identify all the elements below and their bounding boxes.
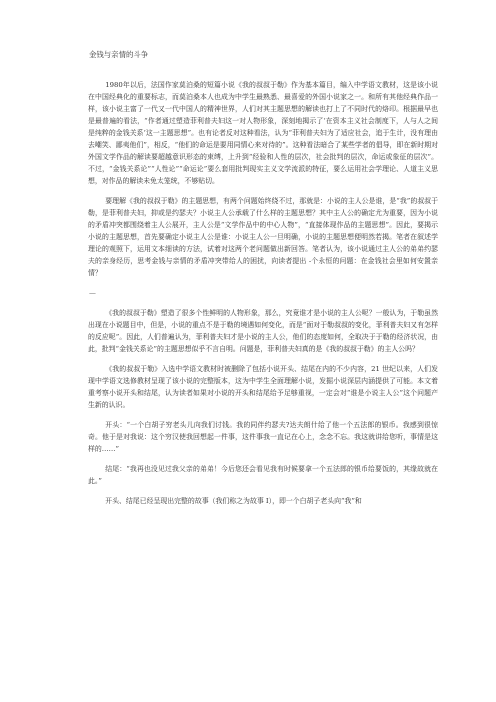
- section-divider: —: [89, 289, 96, 297]
- document-title: 金钱与亲情的斗争: [89, 50, 149, 59]
- paragraph-7: 开头、结尾已经呈现出完整的故事（我们称之为故事 I），即一个白胡子老头向“我”和: [105, 497, 362, 505]
- paragraph-4: 《我的叔叔于勒》入选中学语文教材时被删除了包括小说开头、结尾在内的不少内容，21 世纪以来，人们发现中学语文选修教材呈现了该小说的完整版本，这为中学生全面理解小说，发掘小说深层内涵提供了可能。本文着重考察小说开头和结尾，认为读者如果对小说的开头和结尾给予足够重视，一定会对“谁是小说主人公”这个问题产生新的认识。: [88, 365, 438, 409]
- paragraph-1: 1980年以后，法国作家莫泊桑的短篇小说《我的叔叔于勒》作为基本篇目，编入中学语文教材，这是该小说在中国经典化的重要标志，而莫泊桑本人也成为中学生最熟悉、最喜爱的外国小说家之一。和所有其他经典作品一样，该小说主富了一代又一代中国人的精神世界，人们对其主题思想的解读也打上了不同时代的烙印。根据最早也是最普遍的看法，“作者通过塑造菲利普夫妇这一对人物形象，深刻地揭示了‘在资本主义社会制度下，人与人之间是纯粹的金钱关系’这一主题思想”。也有论者反对这种看法，认为“菲利普夫妇为了适应社会，追于生计，没有理由去嘲笑、鄙夷他们”，相反，“他们的命运是要用同情心来对待的”。这种看法暗合了某些学者的倡导，即在新时期对外国文学作品的解读要超越意识形态的束缚，上升到“经验和人性的层次，社会批判的层次，命运或象征的层次”。不过，“金钱关系论”“人性论”“命运论”要么套用批判现实主义文学流派的特征，要么运用社会学理论、人道主义思想，对作品的解读未免太笼统，不够贴切。: [88, 81, 438, 185]
- paragraph-5: 开头：“一个白胡子穷老头儿向我们讨钱。我的同伴约瑟夫?达夫朗什给了他一个五法郎的银币。我感到很惊奇。他于是对我说：这个穷汉使我回想起一件事，这件事我一直记在心上，念念不忘。我这就讲给您听，事情是这样的……”: [88, 421, 438, 453]
- paragraph-6: 结尾：“我再也没见过我父亲的弟弟！今后您还会看见我有时候要拿一个五法郎的银币给要饭的，其缘故就在此。”: [88, 465, 438, 485]
- paragraph-3: 《我的叔叔于勒》塑造了很多个性鲜明的人物形象，那么，究竟谁才是小说的主人公呢？一般认为，于勒虽然出现在小说题目中，但是，小说的重点不是于勒的境遇如何变化，而是“面对于勒叔叔的变化，菲利普夫妇又有怎样的反应呢”。因此，人们普遍认为，菲利普夫妇才是小说的主人公，他们的态度如何，全取决于于勒的经济状况，由此，批判“金钱关系论”的主题思想似乎不言自明。问题是，菲利普夫妇真的是《我的叔叔于勒》的主人公吗？: [88, 309, 438, 353]
- paragraph-2: 要理解《我的叔叔于勒》的主题思想，有两个问题始终绕不过，那就是：小说的主人公是谁，是“我”的叔叔于勒，是菲利普夫妇，抑或是约瑟夫？小说主人公承载了什么样的主题思想？其中主人公的确定尤为重要，因为小说的矛盾冲突都围绕着主人公展开，主人公是“文学作品中的中心人物”，“直接体现作品的主题思想”。因此，要揭示小说的主题思想，首先要确定小说主人公是谁：小说主人公一旦明确，小说的主题思想便明然若揭。笔者在叙述学理论的观照下，运用文本细读的方法，试着对这两个老问题做出新回答。笔者认为，该小说通过主人公的弟弟约瑟夫的亲身经历，思考金钱与亲情的矛盾冲突带给人的困扰，向读者提出 -个永恒的问题：在金钱社会里如何安置亲情？: [88, 197, 438, 277]
